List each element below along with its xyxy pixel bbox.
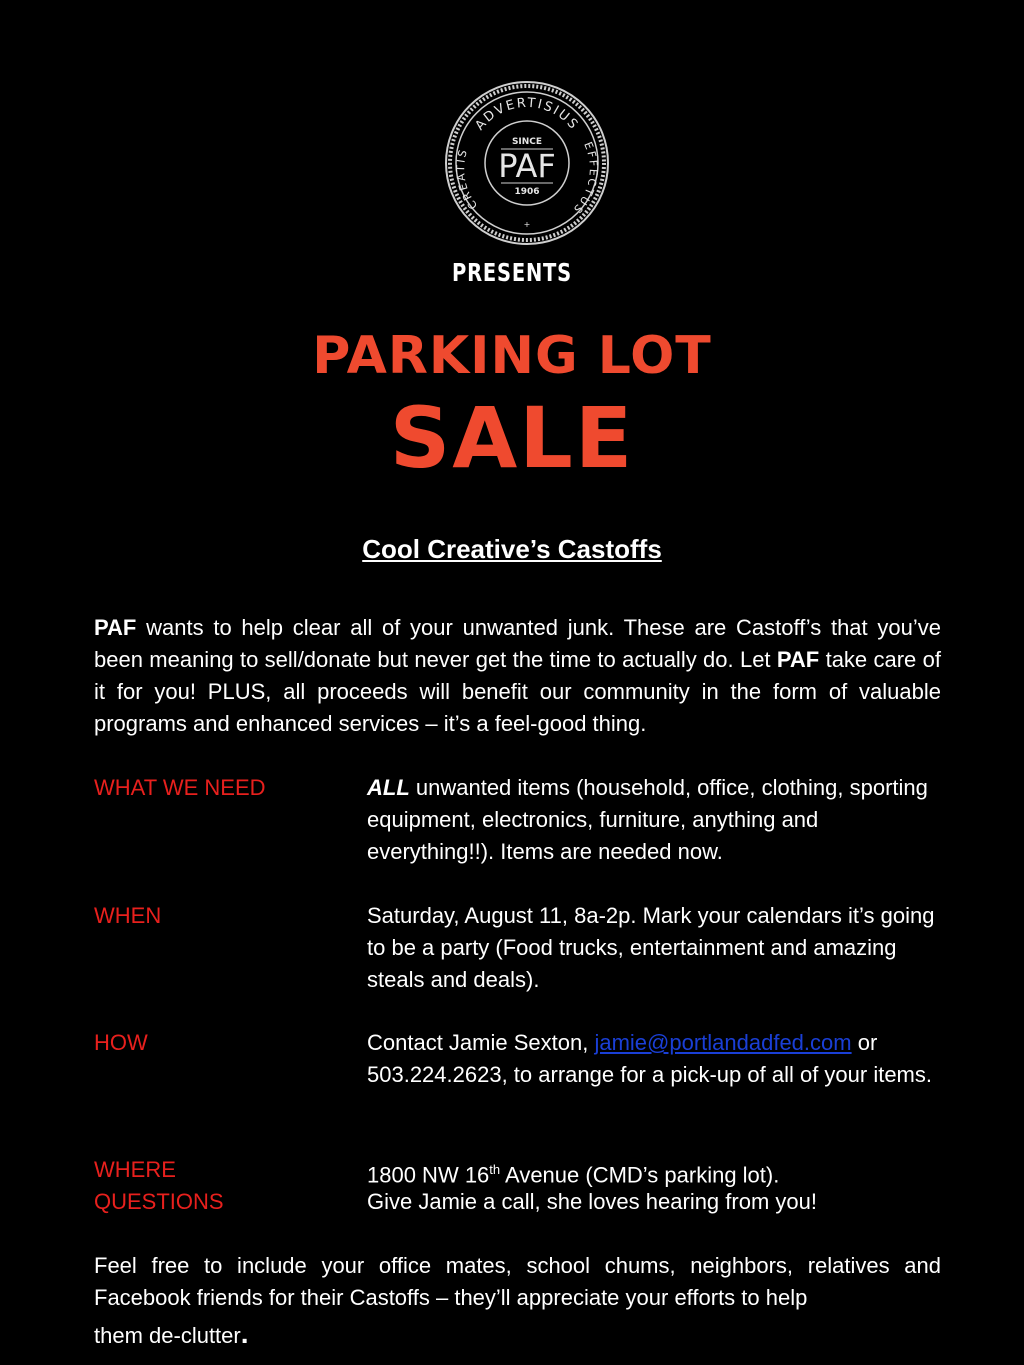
outro-last: them de-clutter <box>94 1323 241 1348</box>
seal-left-text: CREATIS <box>454 146 481 212</box>
value-what-we-need <box>367 772 947 868</box>
title-parking-lot: PARKING LOT <box>312 326 712 386</box>
svg-text:CREATIS <box>454 147 480 212</box>
value-questions: Give Jamie a call, she loves hearing from you! <box>367 1189 817 1214</box>
where-sup: th <box>489 1162 501 1177</box>
outro-text: Feel free to include your office mates, school chums, neighbors, relatives and Facebook friends for their Castoffs – they’ll appreciate your efforts to help <box>94 1253 941 1310</box>
seal-year: 1906 <box>514 187 540 197</box>
how-post: or 503.224.2623, to arrange for a pick-up of all of your items. <box>367 1030 932 1087</box>
value-how <box>367 1027 947 1091</box>
need-text: unwanted items (household, office, clothing, sporting equipment, electronics, furniture, anything and everything!!). Items are needed now. <box>367 775 928 864</box>
svg-text:+: + <box>523 220 531 229</box>
seal-right-text: EFFECTUS <box>569 139 600 218</box>
outro-dot: . <box>240 1318 249 1349</box>
seal-top-text: ADVERTISIUS <box>472 95 582 134</box>
presents-heading: PRESENTS <box>452 258 572 287</box>
emphasis-all: ALL <box>367 775 410 800</box>
brand-name: PAF <box>776 647 820 672</box>
seal-since: SINCE <box>511 137 543 147</box>
email-link[interactable]: jamie@portlandadfed.com <box>594 1030 852 1055</box>
outro-paragraph <box>94 1250 941 1352</box>
label-how: HOW <box>94 1030 148 1055</box>
label-what-we-need: WHAT WE NEED <box>94 775 266 800</box>
subheading: Cool Creative’s Castoffs <box>362 534 662 564</box>
intro-part2: take care of it for you! PLUS, all proceeds will benefit our community in the form of valuable programs and enhanced services – it’s a feel-good thing. <box>94 647 941 736</box>
value-when: Saturday, August 11, 8a-2p. Mark your calendars it’s going to be a party (Food trucks, entertainment and amazing steals and deals). <box>367 903 935 992</box>
title-sale: SALE <box>389 389 635 487</box>
seal-initials: PAF <box>498 147 556 185</box>
svg-text:ADVERTISIUS <box>472 96 581 134</box>
label-when: WHEN <box>94 903 162 928</box>
label-where: WHERE <box>94 1157 176 1182</box>
paf-seal-logo <box>443 79 611 247</box>
intro-paragraph <box>94 612 941 740</box>
where-number: 1800 NW 16 <box>367 1162 490 1188</box>
brand-name: PAF <box>94 615 137 640</box>
how-pre: Contact Jamie Sexton, <box>367 1030 595 1055</box>
intro-part1: wants to help clear all of your unwanted junk. These are Castoff’s that you’ve been meaning to sell/donate but never get the time to actually do. Let <box>94 615 941 672</box>
label-questions: QUESTIONS <box>94 1189 224 1214</box>
where-rest: Avenue (CMD’s parking lot). <box>500 1162 780 1188</box>
